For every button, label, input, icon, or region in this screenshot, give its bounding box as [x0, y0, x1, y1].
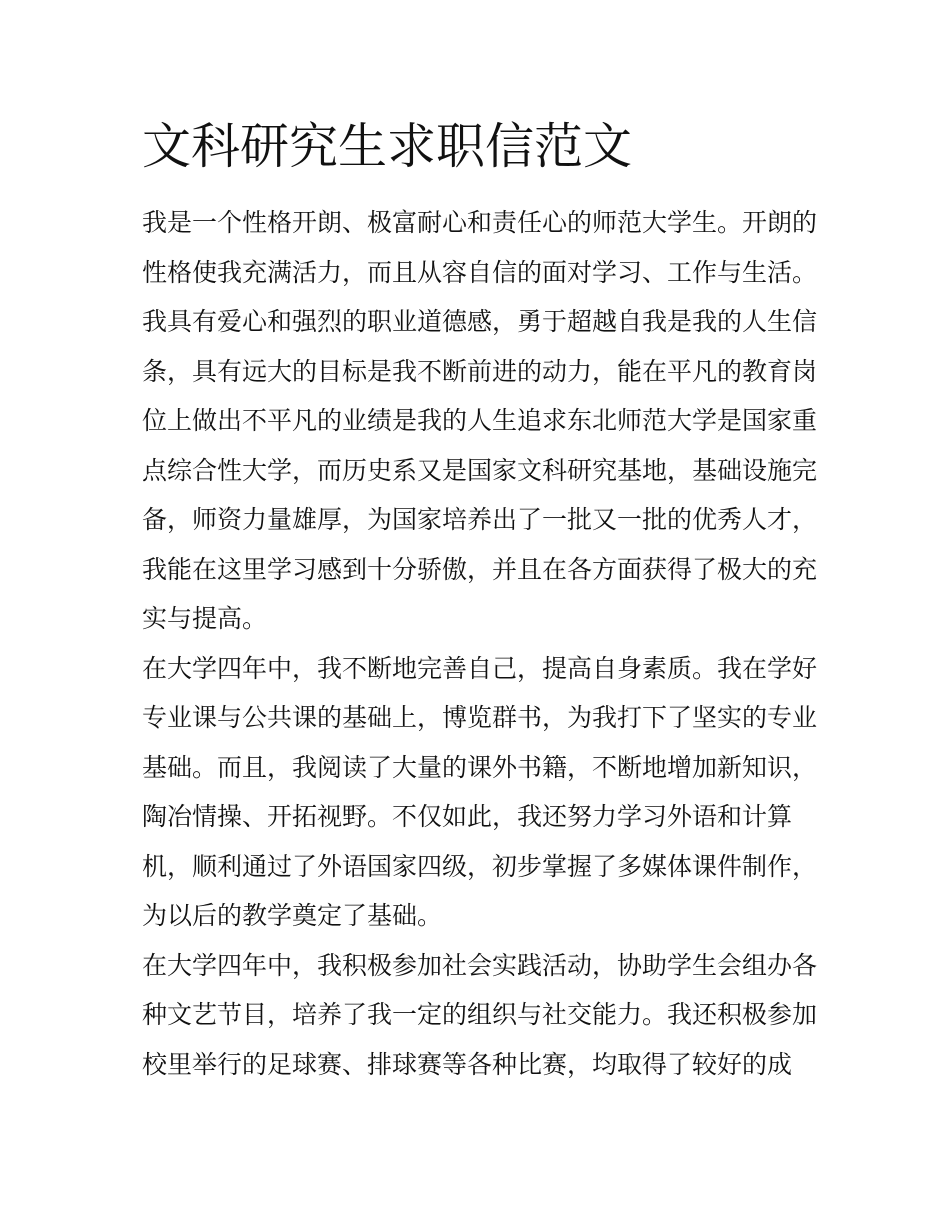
body-line: 点综合性大学，而历史系又是国家文科研究基地，基础设施完 — [142, 455, 818, 485]
body-line: 为以后的教学奠定了基础。 — [142, 901, 443, 930]
body-line: 备，师资力量雄厚，为国家培养出了一批又一批的优秀人才， — [142, 505, 818, 534]
body-line: 专业课与公共课的基础上，博览群书，为我打下了坚实的专业 — [142, 703, 818, 732]
body-line: 机，顺利通过了外语国家四级，初步掌握了多媒体课件制作， — [142, 851, 818, 881]
body-line: 性格使我充满活力，而且从容自信的面对学习、工作与生活。 — [142, 257, 818, 287]
document-body — [142, 198, 817, 1089]
body-line: 校里举行的足球赛、排球赛等各种比赛，均取得了较好的成 — [142, 1049, 793, 1079]
body-line: 在大学四年中，我积极参加社会实践活动，协助学生会组办各 — [142, 950, 818, 980]
body-line: 实与提高。 — [142, 604, 268, 633]
body-line: 种文艺节目，培养了我一定的组织与社交能力。我还积极参加 — [142, 1000, 818, 1029]
body-line: 在大学四年中，我不断地完善自己，提高自身素质。我在学好 — [142, 653, 818, 683]
document-title: 文科研究生求职信范文 — [142, 118, 633, 175]
body-line: 陶冶情操、开拓视野。不仅如此，我还努力学习外语和计算 — [142, 802, 793, 831]
body-line: 基础。而且，我阅读了大量的课外书籍，不断地增加新知识， — [142, 752, 818, 782]
body-line: 我是一个性格开朗、极富耐心和责任心的师范大学生。开朗的 — [142, 208, 818, 237]
body-line: 我能在这里学习感到十分骄傲，并且在各方面获得了极大的充 — [142, 554, 818, 584]
body-line: 我具有爱心和强烈的职业道德感，勇于超越自我是我的人生信 — [142, 307, 818, 336]
body-line: 条，具有远大的目标是我不断前进的动力，能在平凡的教育岗 — [142, 356, 818, 386]
body-line: 位上做出不平凡的业绩是我的人生追求东北师范大学是国家重 — [142, 406, 818, 435]
